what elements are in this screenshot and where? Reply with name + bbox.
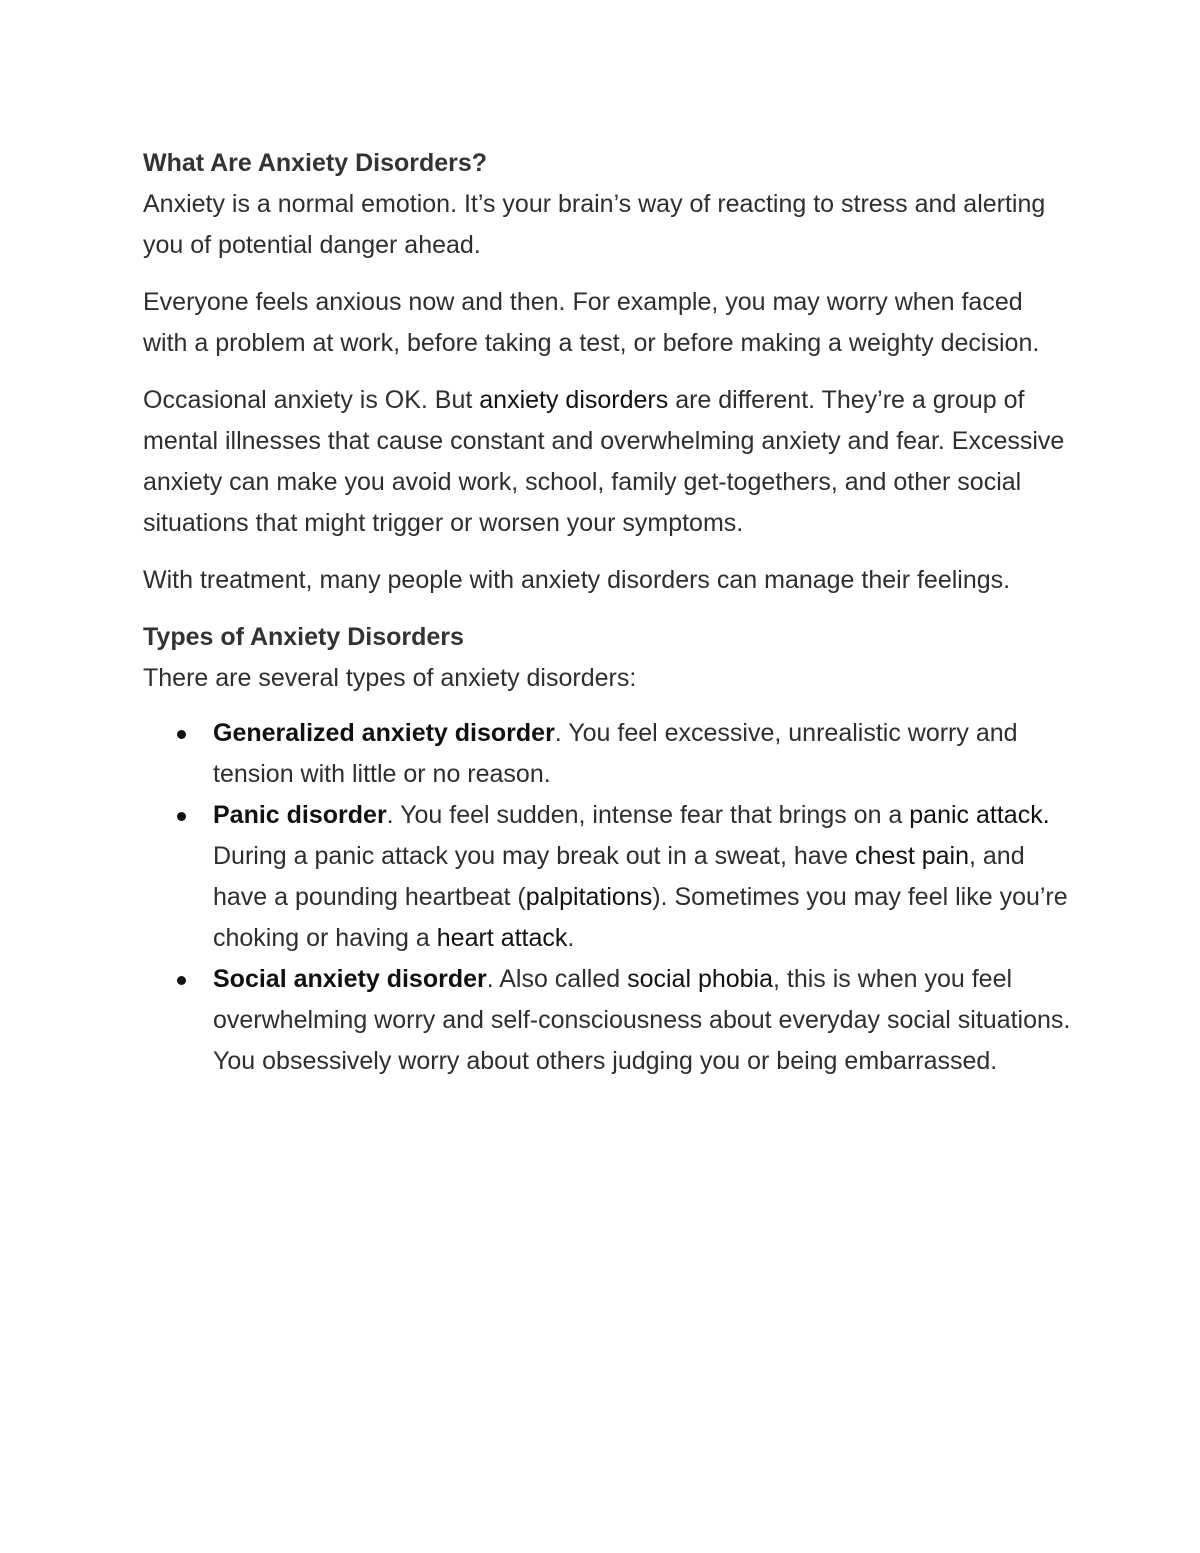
bullet-icon [177,976,186,985]
term-generalized-anxiety-disorder: Generalized anxiety disorder [213,719,555,747]
term-panic-disorder: Panic disorder [213,801,387,829]
bullet-icon [177,812,186,821]
text-segment: . You feel sudden, intense fear that brings on a [386,801,910,829]
text-segment: ). Sometimes you may feel like you’re choking or having a [213,883,1068,952]
text-segment: . Also called [486,965,628,993]
text-segment: , this is when you feel overwhelming worry and self-consciousness about everyday social situations. You obsessively worry about others judging you or being embarrassed. [213,965,1071,1075]
paragraph-anxiety-normal: Anxiety is a normal emotion. It’s your brain’s way of reacting to stress and alerting you of potential danger ahead. [143,190,1046,259]
paragraph-with-treatment: With treatment, many people with anxiety disorders can manage their feelings. [143,566,1011,594]
anxiety-types-list [143,713,1073,1082]
text-segment: , and have a pounding heartbeat ( [213,842,1025,911]
term-anxiety-disorders: anxiety disorders [479,386,669,414]
term-social-phobia: social phobia [627,965,774,993]
text-segment: . You feel excessive, unrealistic worry and tension with little or no reason. [213,719,1018,788]
text-segment: . [567,924,575,952]
term-heart-attack: heart attack [436,924,568,952]
term-palpitations: palpitations [525,883,653,911]
paragraph-occasional-anxiety [143,380,1073,544]
term-social-anxiety-disorder: Social anxiety disorder [213,965,487,993]
list-item-panic [213,795,1073,959]
heading-what-are-anxiety-disorders: What Are Anxiety Disorders? [143,149,488,177]
heading-types-of-anxiety-disorders: Types of Anxiety Disorders [143,623,464,651]
bullet-icon [177,730,186,739]
text-segment: Occasional anxiety is OK. But [143,386,480,414]
term-panic-attack: panic attack. [909,801,1050,829]
document-page [143,143,1073,1082]
paragraph-several-types: There are several types of anxiety disorders: [143,664,637,692]
text-segment: are different. They’re a group of mental illnesses that cause constant and overwhelming anxiety and fear. Excessive anxiety can make you avoid work, school, family get-togethers, and other social situations that might trigger or worsen your symptoms. [143,386,1065,537]
paragraph-everyone-anxious: Everyone feels anxious now and then. For example, you may worry when faced with a problem at work, before taking a test, or before making a weighty decision. [143,288,1040,357]
list-item-generalized [213,713,1073,795]
term-chest-pain: chest pain [855,842,969,870]
text-segment: During a panic attack you may break out in a sweat, have [213,842,856,870]
list-item-social [213,959,1073,1082]
